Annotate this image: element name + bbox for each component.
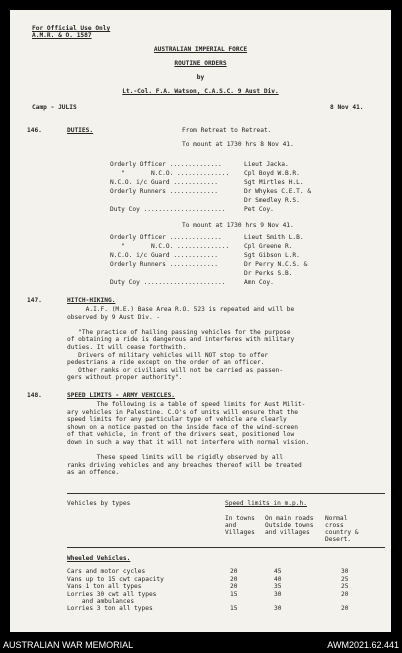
table-section-wheeled: Wheeled Vehicles. <box>67 555 131 562</box>
orders-title: ROUTINE ORDERS <box>174 60 227 67</box>
vehicle-type: Cars and motor cycles <box>67 568 146 575</box>
roster-name: Lieut Jacka. <box>244 161 289 168</box>
speed-towns: 15 <box>230 590 238 598</box>
roster-name: Dr Whykes C.E.T. & <box>244 188 312 195</box>
roster-role: Orderly Officer .............. <box>110 161 222 168</box>
vehicle-type: Lorries 3 ton all types <box>67 604 153 612</box>
speed-cross-country: 20 <box>341 590 349 598</box>
paragraph-line: of obtaining a ride is dangerous and interferes with military <box>67 336 295 344</box>
archive-footer <box>0 637 402 653</box>
roster-name: Dr Perks S.B. <box>244 270 293 277</box>
roster-name: Cpl Greene R. <box>244 243 293 250</box>
paragraph-line: speed limits for any particular type of vehicle are clearly <box>67 416 287 424</box>
speed-towns: 20 <box>230 568 238 575</box>
commander-line: Lt.-Col. F.A. Watson, C.A.S.C. 9 Aust Div. <box>122 88 279 95</box>
order-146-period: From Retreat to Retreat. <box>182 127 272 134</box>
table-sub-header-towns: In towns and Villages <box>225 515 255 536</box>
speed-main-roads: 30 <box>274 604 282 612</box>
order-146-heading: DUTIES. <box>67 127 94 134</box>
speed-towns: 20 <box>230 575 238 583</box>
paragraph-line: "The practice of hailing passing vehicles for the purpose <box>67 328 291 336</box>
vehicle-type: Lorries 30 cwt all types and ambulances <box>67 590 157 605</box>
roster-name: Lieut Smith L.B. <box>244 234 304 241</box>
paragraph-line: pedestrians a ride except on the order of an officer. <box>67 359 265 367</box>
order-146-number: 146. <box>27 127 42 134</box>
table-header-rule <box>67 547 385 548</box>
roster-name: Sgt Gibson L.R. <box>244 252 300 259</box>
roster-name: Pet Coy. <box>244 206 274 213</box>
archive-reference: AWM2021.62.441 <box>327 640 399 650</box>
paragraph-line: Other ranks or civilians will not be carried as passen- <box>67 366 284 374</box>
paragraph-line: These speed limits will be rigidly observed by all <box>67 454 284 462</box>
table-top-rule <box>67 493 385 494</box>
table-sub-header-cross-country: Normal cross country & Desert. <box>325 515 359 543</box>
order-date: 8 Nov 41. <box>330 104 364 111</box>
order-148-heading: SPEED LIMITS - ARMY VEHICLES. <box>67 392 176 399</box>
paragraph-line: ranks driving vehicles and any breaches thereof will be treated <box>67 461 302 469</box>
roster-name: Dr Perry N.C.S. & <box>244 261 308 268</box>
paragraph-line: observed by 9 Aust Div. - <box>67 313 161 321</box>
reference-line: A.M.R. & O. 1587 <box>32 32 92 39</box>
paragraph-line: duties. It will cease forthwith. <box>67 344 187 351</box>
classification-line: For Official Use Only <box>32 25 111 32</box>
roster-role: N.C.O. i/c Guard ............ <box>110 179 219 186</box>
paragraph-line: A.I.F. (M.E.) Base Area R.O. 523 is repeated and will be <box>67 306 295 313</box>
order-147-heading: HITCH-HIKING. <box>67 297 116 304</box>
by-line: by <box>196 74 205 81</box>
paragraph-line: gers without proper authority". <box>67 374 183 382</box>
speed-cross-country: 25 <box>341 583 349 590</box>
speed-main-roads: 40 <box>274 575 282 583</box>
order-148-number: 148. <box>27 392 42 399</box>
roster-role: N.C.O. i/c Guard ............ <box>110 252 219 259</box>
roster-role: Duty Coy ...................... <box>110 279 226 286</box>
paragraph-line: Drivers of military vehicles will NOT stop to offer <box>67 351 269 359</box>
block2-mount-time: To mount at 1730 hrs 9 Nov 41. <box>182 222 294 229</box>
roster-name: Cpl Boyd W.B.R. <box>244 170 300 177</box>
speed-towns: 15 <box>230 604 238 612</box>
roster-role: Orderly Runners ............. <box>110 261 219 268</box>
speed-towns: 20 <box>230 583 238 590</box>
speed-cross-country: 25 <box>341 575 349 583</box>
archive-name: AUSTRALIAN WAR MEMORIAL <box>3 640 134 650</box>
block1-mount-time: To mount at 1730 hrs 8 Nov 41. <box>182 141 294 148</box>
speed-main-roads: 35 <box>274 583 282 590</box>
table-col-speed-header: Speed limits in m.p.h. <box>225 500 307 507</box>
roster-role: Duty Coy ...................... <box>110 206 226 213</box>
roster-name: Amn Coy. <box>244 279 274 286</box>
table-sub-header-main-roads: On main roads Outside towns and villages <box>265 515 314 536</box>
paragraph-line: of that vehicle, in front of the drivers seat, positioned low <box>67 431 295 439</box>
roster-role: " N.C.O. .............. <box>110 170 230 177</box>
roster-name: Sgt Mirtles H.L. <box>244 179 304 186</box>
camp-label: Camp - JULIS <box>32 104 77 111</box>
vehicle-type: Vans 1 ton all types <box>67 583 142 590</box>
roster-role: Orderly Officer .............. <box>110 234 222 241</box>
order-147-number: 147. <box>27 297 42 304</box>
document-page <box>10 10 391 632</box>
roster-name: Dr Smedley R.S. <box>244 197 300 204</box>
paragraph-line: shown on a notice pasted on the inside face of the wind-screen <box>67 423 298 431</box>
roster-role: " N.C.O. .............. <box>110 243 230 250</box>
vehicle-type: Vans up to 15 cwt capacity <box>67 575 164 583</box>
paragraph-line: ary vehicles in Palestine. C.O's of units will ensure that the <box>67 408 298 416</box>
speed-cross-country: 30 <box>341 568 349 575</box>
speed-main-roads: 45 <box>274 568 282 575</box>
force-title: AUSTRALIAN IMPERIAL FORCE <box>153 46 248 53</box>
paragraph-line: as an offence. <box>67 469 120 477</box>
table-col-type-header: Vehicles by types <box>67 500 131 507</box>
paragraph-line: The following is a table of speed limits for Aust Milit- <box>67 401 306 408</box>
speed-main-roads: 30 <box>274 590 282 598</box>
speed-cross-country: 20 <box>341 604 349 612</box>
roster-role: Orderly Runners ............. <box>110 188 219 195</box>
paragraph-line: down in such a way that it will not interfere with normal vision. <box>67 439 310 446</box>
